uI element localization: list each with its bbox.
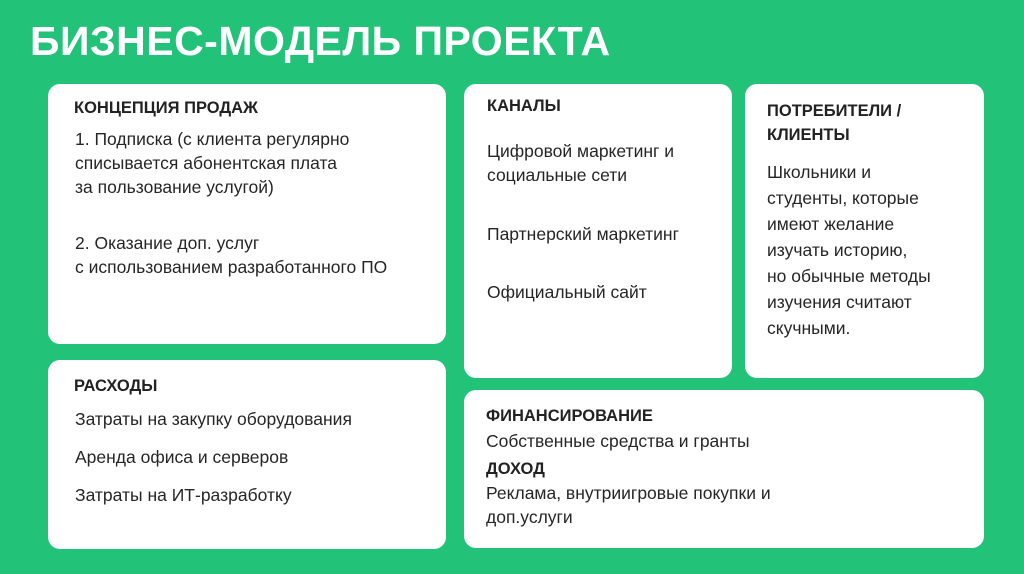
extra-services-text [75,231,387,279]
text-line: изучения считают [767,292,912,312]
text-line: списывается абонентская плата [75,153,338,173]
costs-card [48,360,446,549]
heading-line: КЛИЕНТЫ [767,126,850,144]
sales-concept-heading: КОНЦЕПЦИЯ ПРОДАЖ [74,99,258,117]
list-item: Затраты на закупку оборудования [75,409,352,429]
text-line: за пользование услугой) [75,177,274,197]
text-line: Официальный сайт [487,282,647,302]
financing-card [464,390,984,548]
list-item [487,222,679,246]
consumers-heading [767,99,901,147]
text-line: скучными. [767,318,851,338]
text-line: Партнерский маркетинг [487,224,679,244]
text-line: но обычные методы [767,266,931,286]
text-line: 1. Подписка (с клиента регулярно [75,129,350,149]
costs-heading: РАСХОДЫ [74,377,158,395]
income-heading: ДОХОД [486,460,545,478]
list-item: Затраты на ИТ-разработку [75,485,292,505]
financing-heading: ФИНАНСИРОВАНИЕ [486,407,653,425]
text-line: 2. Оказание доп. услуг [75,233,260,253]
text-line: Цифровой маркетинг и [487,141,675,161]
text-line: с использованием разработанного ПО [75,257,388,277]
subscription-text [75,127,349,199]
text-line: доп.услуги [486,507,573,527]
text-line: Школьники и [767,162,872,182]
channels-heading: КАНАЛЫ [487,97,561,115]
text-line: социальные сети [487,165,628,185]
text-line: имеют желание [767,214,895,234]
income-text [486,481,771,529]
financing-text: Собственные средства и гранты [486,431,750,451]
page-title: БИЗНЕС-МОДЕЛЬ ПРОЕКТА [30,18,611,64]
consumers-description [767,159,931,341]
list-item [487,139,679,187]
text-line: Реклама, внутриигровые покупки и [486,483,771,503]
text-line: изучать историю, [767,240,908,260]
list-item [487,280,679,304]
list-item: Аренда офиса и серверов [75,447,289,467]
channels-card [464,84,732,378]
costs-list [75,407,352,521]
channels-list [487,139,679,339]
text-line: студенты, которые [767,188,919,208]
sales-concept-card [48,84,446,344]
consumers-card [745,84,984,378]
heading-line: ПОТРЕБИТЕЛИ / [767,102,902,120]
